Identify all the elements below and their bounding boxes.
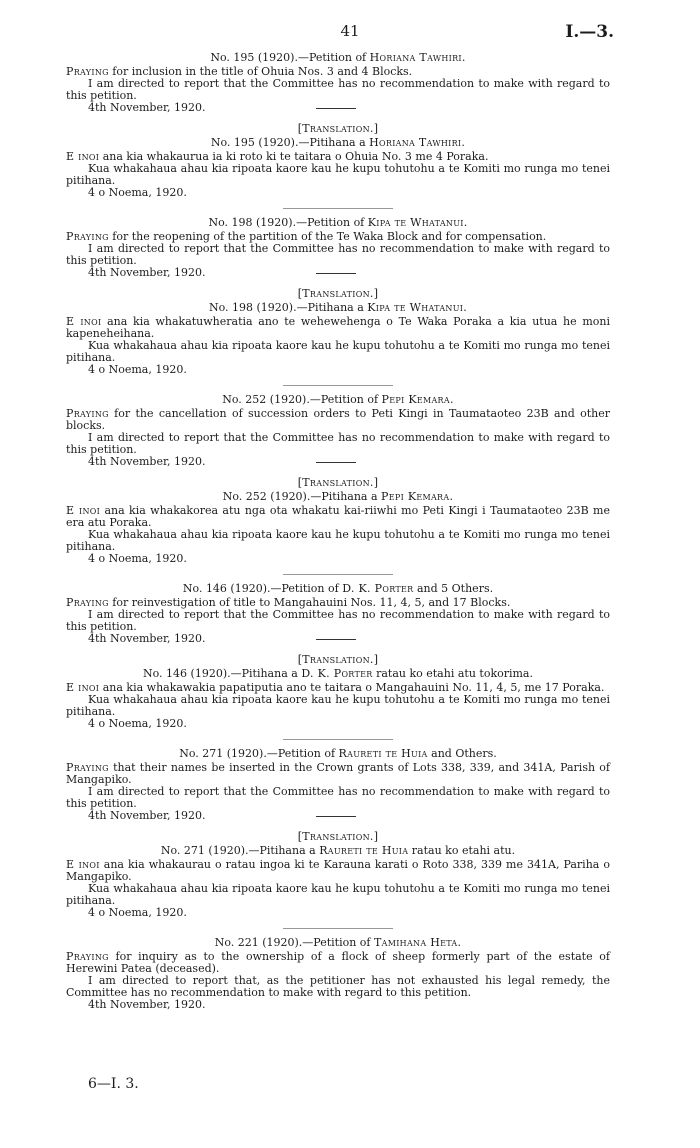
petition-report: I am directed to report that the Committee has no recommendation to make with regard to this petition. [66, 608, 610, 633]
petition-date: 4th November, 1920. [88, 998, 206, 1011]
translation-entry [66, 288, 610, 376]
translation-prayer: E inoi ana kia whakaurau o ratau ingoa ki te Karauna karati o Roto 338, 339 me 341A, Pariha o Mangapiko. [66, 858, 610, 883]
petition-entry [66, 52, 610, 114]
translation-date: 4 o Noema, 1920. [88, 552, 187, 565]
petition-date: 4th November, 1920. [66, 810, 610, 822]
petition-entry [66, 217, 610, 279]
petition-prayer: Praying for reinvestigation of title to Mangahauini Nos. 11, 4, 5, and 17 Blocks. [66, 596, 511, 609]
petition-title: No. 252 (1920).—Petition of Pepi Kemara. [222, 393, 454, 406]
translation-date: 4 o Noema, 1920. [88, 717, 187, 730]
translation-entry [66, 831, 610, 919]
petition-prayer: Praying for inquiry as to the ownership of a flock of sheep formerly part of the estate of Herewini Patea (deceased). [66, 950, 610, 975]
petition-report: I am directed to report that, as the petitioner has not exhausted his legal remedy, the Committee has no recommendation to make with regard to this petition. [66, 974, 610, 999]
reference-code: I.—3. [565, 22, 614, 42]
translation-title: No. 271 (1920).—Pitihana a Raureti te Huia ratau ko etahi atu. [160, 844, 516, 857]
section-separator [283, 574, 393, 575]
divider-rule [316, 462, 356, 463]
divider-rule [316, 273, 356, 274]
translation-entry [66, 477, 610, 565]
divider-rule [316, 108, 356, 109]
translation-report: Kua whakahaua ahau kia ripoata kaore kau he kupu tohutohu a te Komiti mo runga mo tenei pitihana. [66, 882, 610, 907]
translation-prayer: E inoi ana kia whakakorea atu nga ota whakatu kai-riiwhi mo Peti Kingi i Taumataoteo 23B me era atu Poraka. [66, 504, 610, 529]
petition-report: I am directed to report that the Committee has no recommendation to make with regard to this petition. [66, 77, 610, 102]
page-number: 41 [340, 22, 360, 40]
petition-title: No. 271 (1920).—Petition of Raureti te Huia and Others. [179, 747, 497, 760]
page-header [0, 22, 700, 46]
petition-date: 4th November, 1920. [66, 102, 610, 114]
translation-report: Kua whakahaua ahau kia ripoata kaore kau he kupu tohutohu a te Komiti mo runga mo tenei pitihana. [66, 162, 610, 187]
translation-label: [Translation.] [297, 830, 379, 843]
translation-entry [66, 123, 610, 199]
divider-rule [316, 816, 356, 817]
section-separator [283, 739, 393, 740]
translation-label: [Translation.] [297, 287, 379, 300]
translation-title: No. 198 (1920).—Pitihana a Kipa te Whatanui. [208, 301, 468, 314]
petitions-list [66, 52, 610, 1020]
translation-report: Kua whakahaua ahau kia ripoata kaore kau he kupu tohutohu a te Komiti mo runga mo tenei pitihana. [66, 339, 610, 364]
translation-title: No. 252 (1920).—Pitihana a Pepi Kemara. [222, 490, 454, 503]
petition-title: No. 198 (1920).—Petition of Kipa te Whatanui. [208, 216, 468, 229]
translation-prayer: E inoi ana kia whakatuwheratia ano te wehewehenga o Te Waka Poraka a kia utua he moni kapeneheihana. [66, 315, 610, 340]
petition-entry [66, 394, 610, 468]
petition-report: I am directed to report that the Committee has no recommendation to make with regard to this petition. [66, 431, 610, 456]
petition-prayer: Praying for inclusion in the title of Ohuia Nos. 3 and 4 Blocks. [66, 65, 413, 78]
petition-prayer: Praying for the cancellation of succession orders to Peti Kingi in Taumataoteo 23B and other blocks. [66, 407, 610, 432]
petition-title: No. 195 (1920).—Petition of Horiana Tawhiri. [210, 51, 466, 64]
translation-label: [Translation.] [297, 476, 379, 489]
translation-date: 4 o Noema, 1920. [88, 363, 187, 376]
translation-prayer: E inoi ana kia whakawakia papatiputia ano te taitara o Mangahauini No. 11, 4, 5, me 17 Poraka. [66, 681, 605, 694]
petition-prayer: Praying that their names be inserted in the Crown grants of Lots 338, 339, and 341A, Parish of Mangapiko. [66, 761, 610, 786]
translation-title: No. 195 (1920).—Pitihana a Horiana Tawhiri. [210, 136, 466, 149]
petition-title: No. 146 (1920).—Petition of D. K. Porter and 5 Others. [182, 582, 494, 595]
petition-report: I am directed to report that the Committee has no recommendation to make with regard to this petition. [66, 785, 610, 810]
section-separator [283, 208, 393, 209]
petition-title: No. 221 (1920).—Petition of Tamihana Heta. [214, 936, 462, 949]
petition-entry [66, 937, 610, 1011]
petition-date: 4th November, 1920. [66, 456, 610, 468]
petition-date: 4th November, 1920. [66, 267, 610, 279]
petition-prayer: Praying for the reopening of the partition of the Te Waka Block and for compensation. [66, 230, 547, 243]
petition-report: I am directed to report that the Committee has no recommendation to make with regard to this petition. [66, 242, 610, 267]
petition-entry [66, 583, 610, 645]
divider-rule [316, 639, 356, 640]
translation-label: [Translation.] [297, 653, 379, 666]
translation-label: [Translation.] [297, 122, 379, 135]
translation-date: 4 o Noema, 1920. [88, 906, 187, 919]
petition-entry [66, 748, 610, 822]
translation-prayer: E inoi ana kia whakaurua ia ki roto ki te taitara o Ohuia No. 3 me 4 Poraka. [66, 150, 489, 163]
translation-title: No. 146 (1920).—Pitihana a D. K. Porter ratau ko etahi atu tokorima. [143, 667, 533, 680]
translation-date: 4 o Noema, 1920. [88, 186, 187, 199]
translation-report: Kua whakahaua ahau kia ripoata kaore kau he kupu tohutohu a te Komiti mo runga mo tenei pitihana. [66, 693, 610, 718]
section-separator [283, 385, 393, 386]
section-separator [283, 928, 393, 929]
petition-date: 4th November, 1920. [66, 633, 610, 645]
translation-entry [66, 654, 610, 730]
signature-mark: 6—I. 3. [88, 1076, 139, 1092]
translation-report: Kua whakahaua ahau kia ripoata kaore kau he kupu tohutohu a te Komiti mo runga mo tenei pitihana. [66, 528, 610, 553]
